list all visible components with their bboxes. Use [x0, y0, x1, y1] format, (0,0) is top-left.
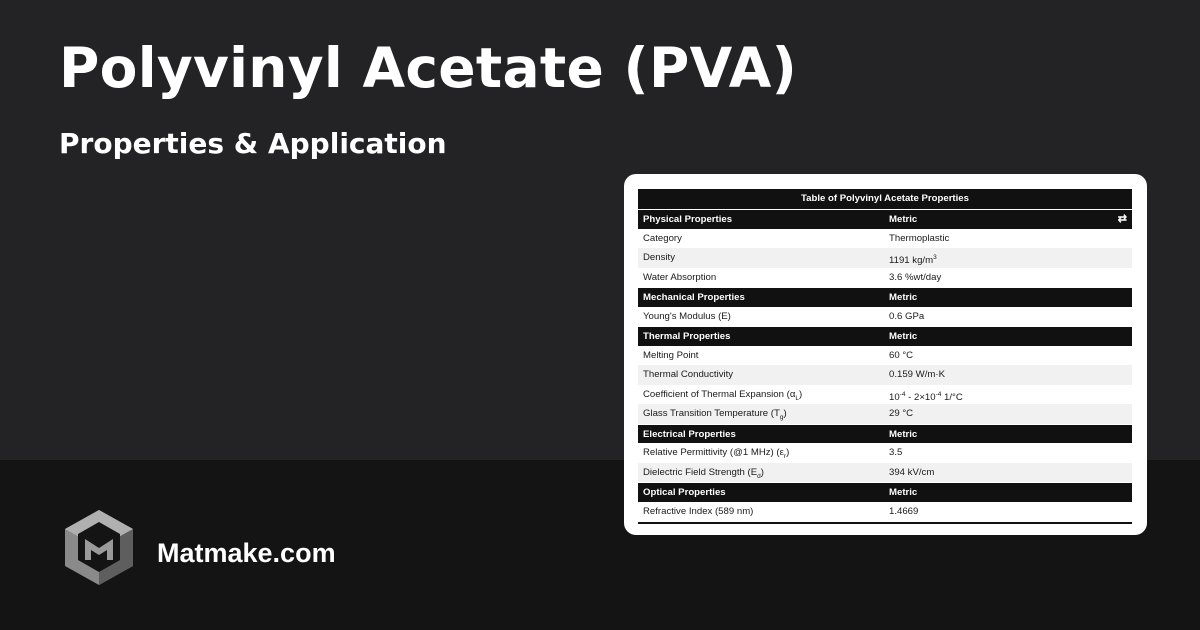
- section-header: [638, 424, 1132, 444]
- value-text: 1191 kg/m: [889, 255, 934, 267]
- properties-table: [638, 189, 1132, 524]
- swap-units-icon[interactable]: ⇄: [1117, 213, 1127, 225]
- table-row: [638, 307, 1132, 327]
- value-superscript: -4: [899, 390, 906, 398]
- property-label: Dielectric Field Strength (E: [643, 466, 758, 478]
- property-name: [638, 463, 885, 483]
- section-title: Physical Properties: [643, 214, 733, 225]
- property-name: [638, 248, 885, 268]
- table-row: [638, 463, 1132, 483]
- property-value: [885, 346, 1132, 366]
- property-subscript: r: [783, 452, 787, 460]
- table-bottom-rule: [638, 522, 1132, 524]
- table-row: [638, 385, 1132, 405]
- table-row: [638, 346, 1132, 366]
- table-row: [638, 229, 1132, 249]
- value-text: 60 °C: [889, 349, 914, 361]
- table-row: [638, 268, 1132, 288]
- value-text: 10: [889, 391, 900, 403]
- property-value: [885, 443, 1132, 463]
- property-value: [885, 463, 1132, 483]
- property-value: [885, 248, 1132, 268]
- property-label-end: ): [799, 388, 803, 400]
- property-label: Coefficient of Thermal Expansion (α: [643, 388, 796, 400]
- property-name: [638, 502, 885, 522]
- value-text: Thermoplastic: [889, 232, 950, 244]
- value-text: 394 kV/cm: [889, 466, 935, 478]
- property-label-end: ): [760, 466, 764, 478]
- property-label: Young's Modulus (E): [643, 310, 731, 322]
- property-name: [638, 229, 885, 249]
- property-label: Thermal Conductivity: [643, 369, 734, 380]
- property-label: Relative Permittivity (@1 MHz) (ε: [643, 447, 784, 458]
- section-header: [638, 287, 1132, 307]
- value-superscript: -4: [935, 390, 942, 398]
- property-subscript: L: [795, 394, 799, 402]
- property-label: Water Absorption: [643, 271, 717, 283]
- property-subscript: g: [779, 413, 784, 421]
- section-title: Optical Properties: [643, 487, 726, 498]
- property-name: [638, 307, 885, 327]
- properties-card: [624, 174, 1147, 535]
- table-caption: Table of Polyvinyl Acetate Properties: [638, 189, 1132, 209]
- section-title: Thermal Properties: [643, 331, 731, 342]
- property-name: [638, 404, 885, 424]
- page-title: Polyvinyl Acetate (PVA): [59, 36, 798, 100]
- value-text: 1/°C: [941, 391, 963, 403]
- value-text: 29 °C: [889, 408, 914, 419]
- matmake-logo-icon: [62, 508, 136, 586]
- value-superscript: 3: [933, 254, 937, 261]
- property-name: [638, 443, 885, 463]
- property-label: Density: [643, 252, 675, 263]
- property-label: Category: [643, 232, 682, 244]
- property-label: Refractive Index (589 nm): [643, 505, 754, 517]
- property-name: [638, 268, 885, 288]
- section-header: [638, 482, 1132, 502]
- metric-column-header: Metric: [889, 428, 918, 440]
- property-value: [885, 229, 1132, 249]
- property-value: [885, 307, 1132, 327]
- metric-column-header: Metric: [889, 331, 918, 342]
- section-header: [638, 326, 1132, 346]
- site-name: Matmake.com: [157, 538, 336, 568]
- value-text: 0.159 W/m·K: [889, 369, 945, 380]
- property-subscript: d: [757, 472, 761, 480]
- table-row: [638, 502, 1132, 522]
- value-text: - 2×10: [905, 391, 936, 403]
- metric-column-header: Metric: [889, 292, 918, 303]
- section-header: [638, 209, 1132, 229]
- property-label-end: ): [783, 408, 787, 419]
- metric-column-header: Metric: [889, 487, 918, 498]
- value-text: 3.5: [889, 447, 903, 458]
- property-value: [885, 365, 1132, 385]
- section-title: Mechanical Properties: [643, 292, 745, 303]
- property-value: [885, 404, 1132, 424]
- property-value: [885, 385, 1132, 405]
- property-label: Glass Transition Temperature (T: [643, 408, 780, 419]
- property-value: [885, 268, 1132, 288]
- property-name: [638, 385, 885, 405]
- value-text: 0.6 GPa: [889, 310, 925, 322]
- property-label-end: ): [786, 447, 790, 458]
- property-name: [638, 346, 885, 366]
- page-subtitle: Properties & Application: [59, 127, 447, 160]
- property-value: [885, 502, 1132, 522]
- value-text: 1.4669: [889, 505, 919, 517]
- value-text: 3.6 %wt/day: [889, 271, 942, 283]
- section-title: Electrical Properties: [643, 428, 736, 440]
- table-row: [638, 248, 1132, 268]
- table-row: [638, 443, 1132, 463]
- property-name: [638, 365, 885, 385]
- table-row: [638, 404, 1132, 424]
- property-label: Melting Point: [643, 349, 699, 361]
- metric-column-header: Metric: [889, 214, 918, 225]
- table-row: [638, 365, 1132, 385]
